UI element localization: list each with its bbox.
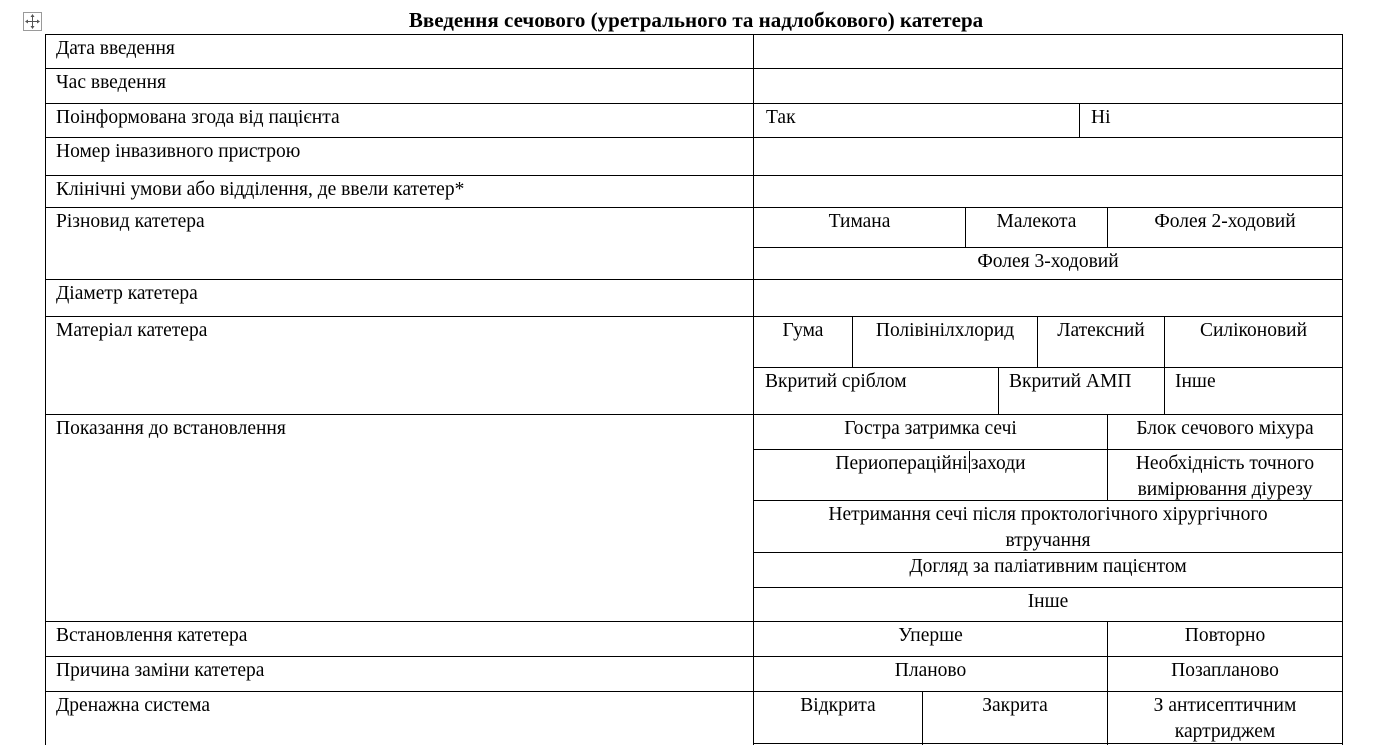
label-insertion-time: Час введення (56, 72, 166, 93)
label-drainage-system: Дренажна система (56, 695, 211, 716)
material-option-silicone[interactable]: Силіконовий (1199, 320, 1308, 341)
device-number-field[interactable] (754, 138, 1342, 175)
text-cursor (969, 451, 970, 473)
catheter-type-option-tiemann[interactable]: Тимана (828, 211, 891, 232)
label-catheter-placement: Встановлення катетера (56, 625, 248, 646)
material-option-pvc[interactable]: Полівінілхлорид (875, 320, 1015, 341)
label-indications: Показання до встановлення (56, 418, 286, 439)
row-line (45, 656, 1343, 657)
catheter-type-option-foley-3way[interactable]: Фолея 3-ходовий (977, 251, 1119, 272)
catheter-type-option-malecot[interactable]: Малекота (996, 211, 1077, 232)
row-line (45, 316, 1343, 317)
label-replacement-reason: Причина заміни катетера (56, 660, 265, 681)
label-catheter-material: Матеріал катетера (56, 320, 208, 341)
catheter-type-option-foley-2way[interactable]: Фолея 2-ходовий (1154, 211, 1296, 232)
cell-divider (753, 367, 1343, 368)
placement-option-first[interactable]: Уперше (898, 625, 963, 646)
cell-divider (753, 449, 1343, 450)
indication-option-perioperative[interactable] (754, 451, 1107, 477)
row-line (45, 414, 1343, 415)
indication-option-other[interactable]: Інше (1027, 591, 1069, 612)
cell-divider (998, 367, 999, 414)
consent-option-no[interactable]: Ні (1091, 107, 1111, 128)
label-device-number: Номер інвазивного пристрою (56, 141, 301, 162)
insertion-time-field[interactable] (754, 69, 1342, 103)
drainage-option-closed[interactable]: Закрита (982, 695, 1048, 716)
label-consent: Поінформована згода від пацієнта (56, 107, 340, 128)
indication-perioperative-word1: Периопераційні (835, 453, 968, 474)
replacement-option-unplanned[interactable]: Позапланово (1171, 660, 1279, 681)
cell-divider (753, 247, 1343, 248)
drainage-option-open[interactable]: Відкрита (800, 695, 876, 716)
cell-divider (1079, 103, 1080, 137)
label-catheter-type: Різновид катетера (56, 211, 205, 232)
cell-divider (753, 587, 1343, 588)
replacement-option-planned[interactable]: Планово (894, 660, 967, 681)
indication-option-accurate-diuresis[interactable]: Необхідність точного вимірювання діурезу (1135, 453, 1315, 500)
indication-option-acute-retention[interactable]: Гостра затримка сечі (844, 418, 1017, 439)
drainage-option-antiseptic-cartridge[interactable]: З антисептичним картриджем (1153, 695, 1297, 742)
table-border-right (1342, 34, 1343, 745)
label-catheter-diameter: Діаметр катетера (56, 283, 198, 304)
clinical-setting-field[interactable] (754, 176, 1342, 207)
material-option-latex[interactable]: Латексний (1057, 320, 1145, 341)
label-clinical-setting: Клінічні умови або відділення, де ввели катетер* (56, 179, 465, 200)
indication-option-incontinence-post-surgery[interactable]: Нетримання сечі після проктологічного хірургічного втручання (828, 504, 1268, 551)
insertion-date-field[interactable] (754, 35, 1342, 68)
indication-perioperative-word2: заходи (970, 453, 1026, 474)
label-insertion-date: Дата введення (56, 38, 175, 59)
material-option-rubber[interactable]: Гума (782, 320, 824, 341)
placement-option-repeat[interactable]: Повторно (1184, 625, 1266, 646)
document-title: Введення сечового (уретрального та надлобкового) катетера (408, 8, 984, 32)
table-border-left (45, 34, 46, 745)
material-option-amp-coated[interactable]: Вкритий АМП (1009, 371, 1132, 392)
row-line (45, 691, 1343, 692)
row-line (45, 621, 1343, 622)
catheter-diameter-field[interactable] (754, 280, 1342, 316)
indication-option-bladder-block[interactable]: Блок сечового міхура (1136, 418, 1314, 439)
material-option-silver-coated[interactable]: Вкритий сріблом (765, 371, 907, 392)
row-line (45, 207, 1343, 208)
indication-option-palliative-care[interactable]: Догляд за паліативним пацієнтом (909, 556, 1187, 577)
row-line (45, 103, 1343, 104)
consent-option-yes[interactable]: Так (766, 107, 796, 128)
material-option-other[interactable]: Інше (1175, 371, 1216, 392)
